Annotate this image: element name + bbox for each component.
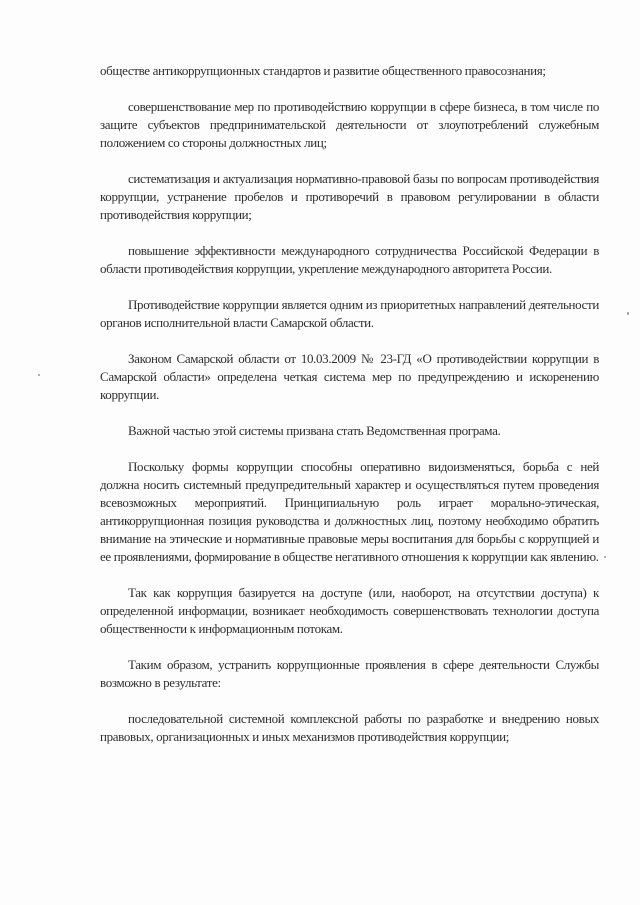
scan-speck [627, 312, 629, 315]
paragraph-11: последовательной системной комплексной работы по разработке и внедрению новых правовых, организационных и иных механизмов противодействия коррупции; [100, 711, 599, 744]
paragraph-10: Таким образом, устранить коррупционные проявления в сфере деятельности Службы возможно в результате: [100, 657, 599, 690]
paragraph-2: совершенствование мер по противодействию коррупции в сфере бизнеса, в том числе по защите субъектов предпринимательской деятельности от злоупотреблений служебным положением со стороны должностных лиц; [100, 99, 599, 150]
paragraph-8: Поскольку формы коррупции способны оперативно видоизменяться, борьба с ней должна носить системный предупредительный характер и осуществляться путем проведения всевозможных мероприятий. Принципиальную роль играет морально-этическая, антикоррупционная позиция руководства и должностных лиц, поэтому необходимо обратить внимание на этические и нормативные правовые меры воспитания для борьбы с коррупцией и ее проявлениями, формирование в обществе негативного отношения к коррупции как явлению. [100, 459, 599, 564]
paragraph-4: повышение эффективности международного сотрудничества Российской Федерации в области противодействия коррупции, укрепление международного авторитета России. [100, 243, 599, 276]
paragraph-5: Противодействие коррупции является одним из приоритетных направлений деятельности органов исполнительной власти Самарской области. [100, 297, 599, 330]
paragraph-3: систематизация и актуализация нормативно-правовой базы по вопросам противодействия коррупции, устранение пробелов и противоречий в правовом регулировании в области противодействия коррупции; [100, 171, 599, 222]
paragraph-1: обществе антикоррупционных стандартов и развитие общественного правосознания; [100, 63, 546, 78]
paragraph-9: Так как коррупция базируется на доступе (или, наоборот, на отсутствии доступа) к определенной информации, возникает необходимость совершенствовать технологии доступа общественности к информационным потокам. [100, 585, 599, 636]
paragraph-6: Законом Самарской области от 10.03.2009 № 23-ГД «О противодействии коррупции в Самарской области» определена четкая система мер по предупреждению и искоренению коррупции. [100, 351, 599, 402]
scan-speck [604, 556, 606, 558]
paragraph-7: Важной частью этой системы призвана стать Ведомственная програма. [128, 423, 501, 438]
scan-speck [38, 374, 40, 376]
